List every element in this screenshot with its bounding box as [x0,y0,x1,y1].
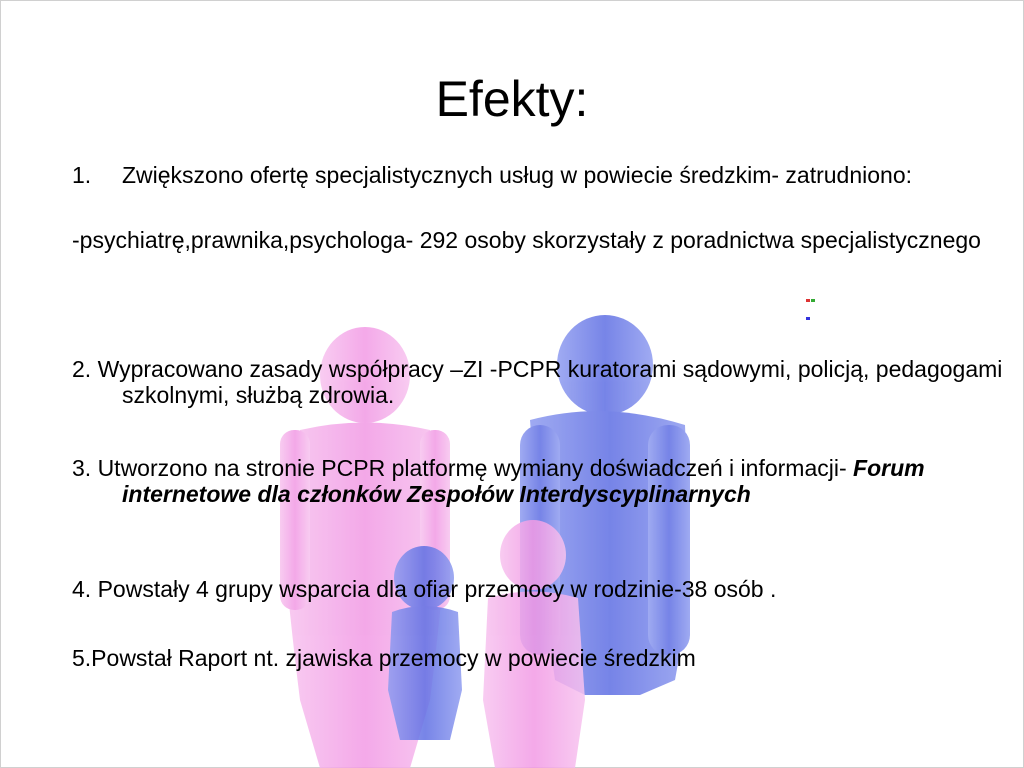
small-color-mark [806,289,820,292]
list-item-1 [72,162,1012,188]
forum-emphasis: Forum internetowe dla członków Zespołów Interdyscyplinarnych [122,455,925,507]
list-item-3 [72,455,1002,507]
list-item-3-lead: 3. Utworzono na stronie PCPR platformę wymiany doświadczeń i informacji- [72,455,854,481]
list-item-1-sub: -psychiatrę,prawnika,psychologa- 292 osoby skorzystały z poradnictwa specjalistycznego [72,227,981,253]
list-item-1-number: 1. [72,162,92,188]
list-item-4: 4. Powstały 4 grupy wsparcia dla ofiar przemocy w rodzinie-38 osób . [72,576,777,602]
slide-title: Efekty: [435,71,589,127]
list-item-2: 2. Wypracowano zasady współpracy –ZI -PCPR kuratorami sądowymi, policją, pedagogami szkolnymi, służbą zdrowia. [72,356,1003,408]
list-item-1-text: Zwiększono ofertę specjalistycznych usług w powiecie średzkim- zatrudniono: [122,162,913,188]
list-item-5: 5.Powstał Raport nt. zjawiska przemocy w powiecie średzkim [72,645,696,671]
